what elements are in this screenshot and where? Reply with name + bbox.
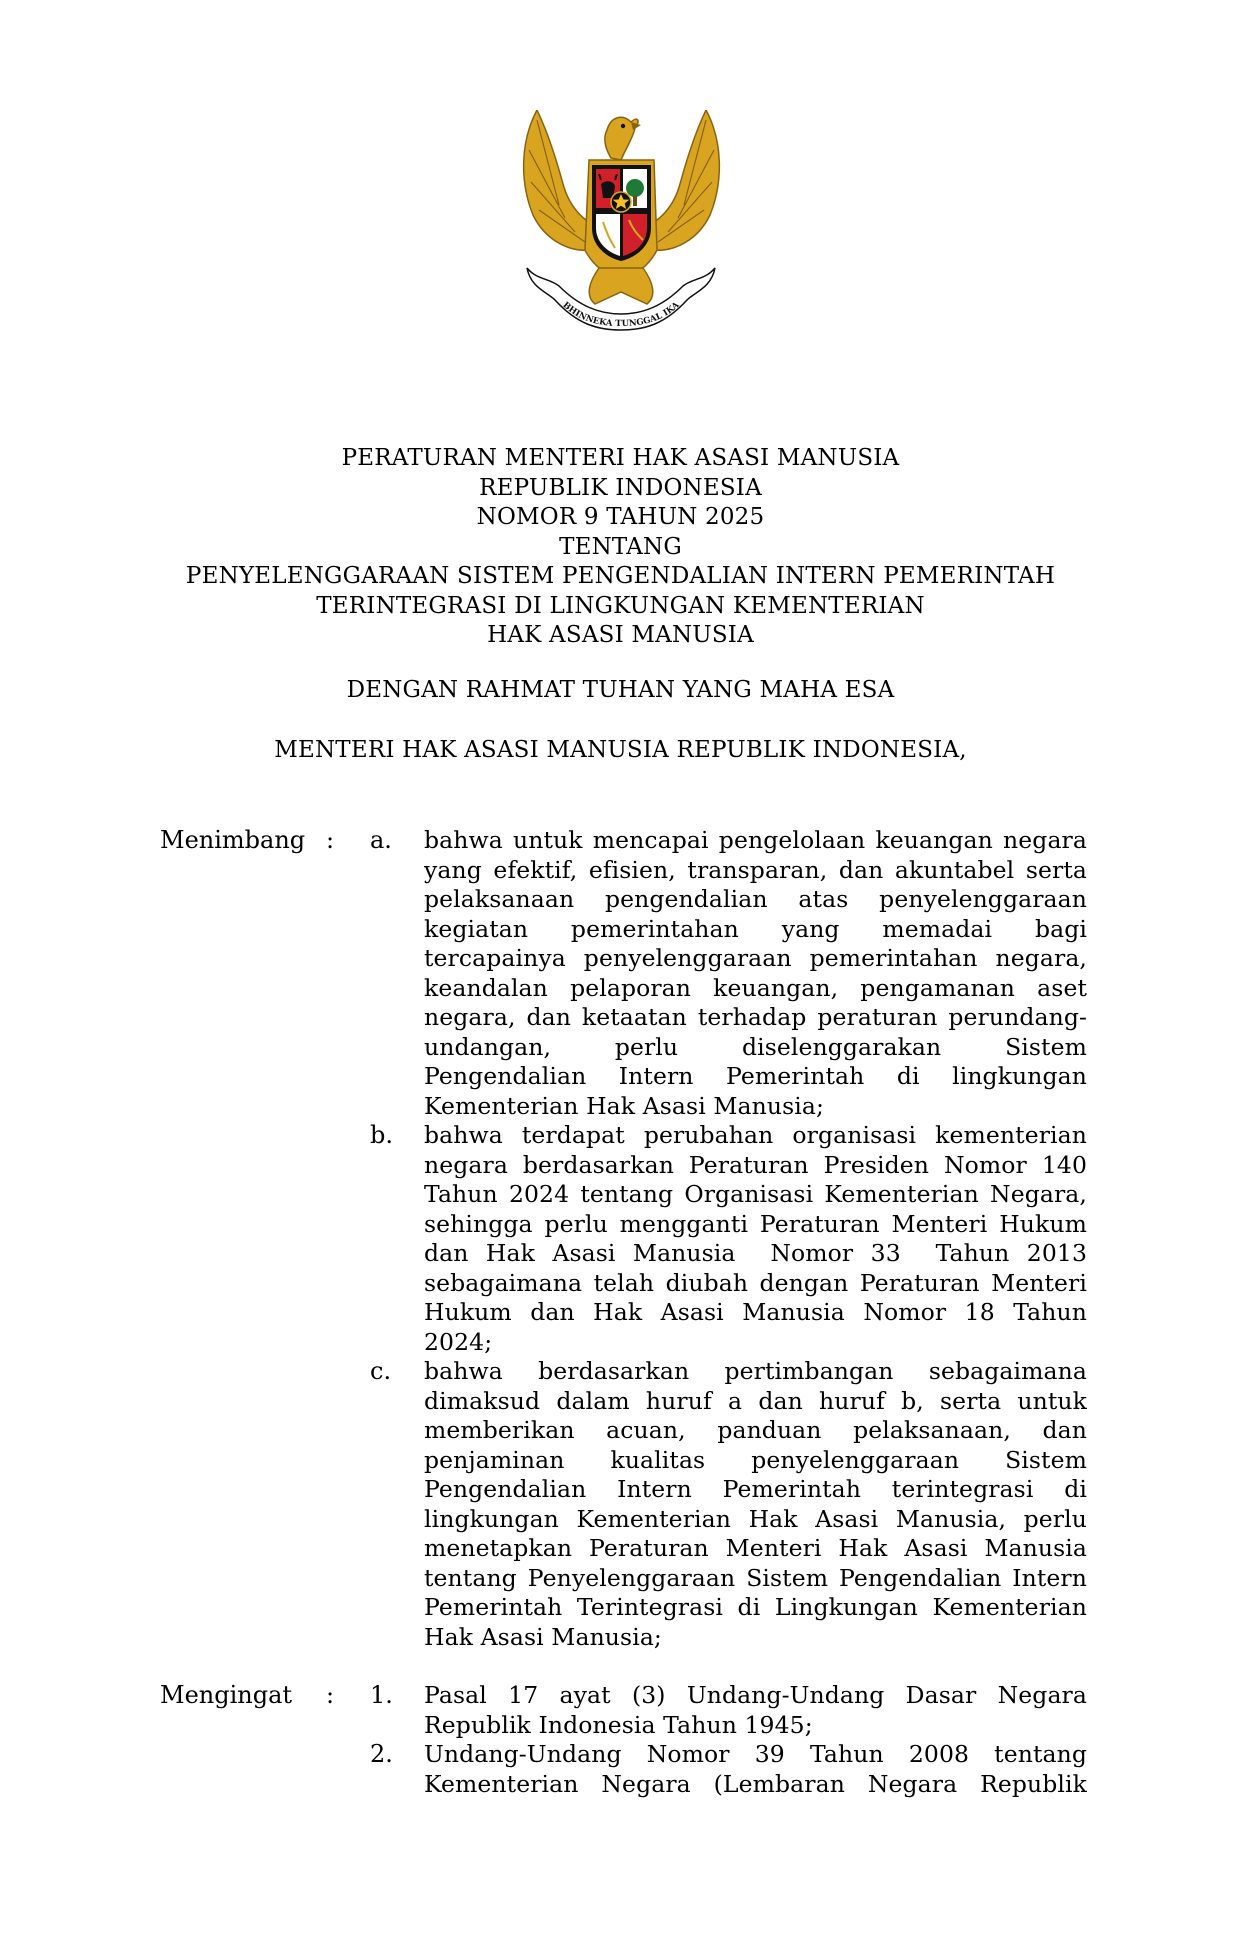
text-line: bahwa untuk mencapai pengelolaan keuangan negara	[424, 826, 1087, 854]
title-line: NOMOR 9 TAHUN 2025	[476, 504, 765, 530]
issuer-text: MENTERI HAK ASASI MANUSIA REPUBLIK INDONESIA,	[274, 737, 967, 763]
mengingat-marker-1: 1.	[370, 1681, 393, 1709]
text-line: keandalan pelaporan keuangan, pengamanan aset	[424, 973, 1087, 1002]
text-line: yang efektif, efisien, transparan, dan akuntabel serta	[424, 855, 1087, 884]
menimbang-label: Menimbang	[160, 826, 306, 854]
text-line: Undang-Undang Nomor 39 Tahun 2008 tentang	[424, 1740, 1087, 1768]
title-line: PERATURAN MENTERI HAK ASASI MANUSIA	[341, 445, 900, 471]
mengingat-label: Mengingat	[160, 1681, 293, 1709]
mengingat-marker-2: 2.	[370, 1740, 393, 1768]
text-line: 2024;	[424, 1327, 493, 1356]
title-line: PENYELENGGARAAN SISTEM PENGENDALIAN INTERN PEMERINTAH	[185, 563, 1056, 589]
text-line: negara, dan ketaatan terhadap peraturan perundang-	[424, 1003, 1087, 1031]
text-line: bahwa berdasarkan pertimbangan sebagaimana	[424, 1357, 1087, 1385]
text-line: Kementerian Negara (Lembaran Negara Republik	[424, 1769, 1087, 1798]
text-line: Pemerintah Terintegrasi di Lingkungan Kementerian	[424, 1593, 1087, 1621]
issuer	[0, 736, 1241, 766]
menimbang-item-b	[424, 1121, 1087, 1357]
regulation-title	[0, 444, 1241, 651]
text-line: tercapainya penyelenggaraan pemerintahan negara,	[424, 944, 1087, 972]
text-line: memberikan acuan, panduan pelaksanaan, dan	[424, 1416, 1087, 1444]
invocation	[0, 676, 1241, 706]
text-line: sehingga perlu mengganti Peraturan Menteri Hukum	[424, 1209, 1087, 1238]
text-line: kegiatan pemerintahan yang memadai bagi	[424, 914, 1087, 943]
garuda-head	[605, 117, 641, 160]
mengingat-colon: :	[326, 1681, 335, 1709]
text-line: lingkungan Kementerian Hak Asasi Manusia, perlu	[424, 1504, 1087, 1533]
mengingat-item-2	[424, 1740, 1087, 1799]
shield	[593, 166, 650, 260]
title-line: TERINTEGRASI DI LINGKUNGAN KEMENTERIAN	[316, 592, 925, 619]
text-line: pelaksanaan pengendalian atas penyelenggaraan	[424, 885, 1087, 913]
text-line: Hak Asasi Manusia;	[424, 1622, 662, 1651]
menimbang-colon: :	[326, 826, 335, 854]
title-line: TENTANG	[559, 533, 682, 560]
text-line: undangan, perlu diselenggarakan Sistem	[424, 1032, 1087, 1061]
text-line: Tahun 2024 tentang Organisasi Kementerian Negara,	[424, 1180, 1087, 1208]
text-line: menetapkan Peraturan Menteri Hak Asasi Manusia	[424, 1534, 1087, 1562]
text-line: sebagaimana telah diubah dengan Peraturan Menteri	[424, 1268, 1087, 1297]
title-line: HAK ASASI MANUSIA	[487, 622, 754, 648]
text-line: Republik Indonesia Tahun 1945;	[424, 1710, 813, 1739]
title-line: REPUBLIK INDONESIA	[479, 474, 762, 501]
text-line: Hukum dan Hak Asasi Manusia Nomor 18 Tahun	[424, 1298, 1087, 1326]
menimbang-item-a	[424, 826, 1087, 1121]
text-line: Pengendalian Intern Pemerintah di lingkungan	[424, 1062, 1087, 1090]
menimbang-marker-a: a.	[370, 826, 392, 854]
text-line: negara berdasarkan Peraturan Presiden Nomor 140	[424, 1150, 1087, 1179]
motto-text: BHINNEKA TUNGGAL IKA	[560, 300, 682, 330]
text-line: tentang Penyelenggaraan Sistem Pengendalian Intern	[424, 1563, 1087, 1592]
text-line: Kementerian Hak Asasi Manusia;	[424, 1091, 825, 1120]
text-line: penjaminan kualitas penyelenggaraan Sistem	[424, 1445, 1087, 1474]
text-line: bahwa terdapat perubahan organisasi kementerian	[424, 1121, 1087, 1149]
invocation-text: DENGAN RAHMAT TUHAN YANG MAHA ESA	[346, 677, 895, 703]
menimbang-marker-b: b.	[370, 1121, 393, 1149]
mengingat-item-1	[424, 1681, 1087, 1740]
menimbang-item-c	[424, 1357, 1087, 1652]
garuda-tail	[589, 268, 653, 304]
text-line: dan Hak Asasi Manusia Nomor 33 Tahun 2013	[424, 1239, 1087, 1267]
text-line: Pasal 17 ayat (3) Undang-Undang Dasar Negara	[424, 1681, 1087, 1709]
text-line: Pengendalian Intern Pemerintah terintegrasi di	[424, 1475, 1087, 1503]
menimbang-marker-c: c.	[370, 1357, 392, 1385]
garuda-pancasila-emblem-icon	[519, 110, 724, 332]
text-line: dimaksud dalam huruf a dan huruf b, serta untuk	[424, 1386, 1087, 1415]
